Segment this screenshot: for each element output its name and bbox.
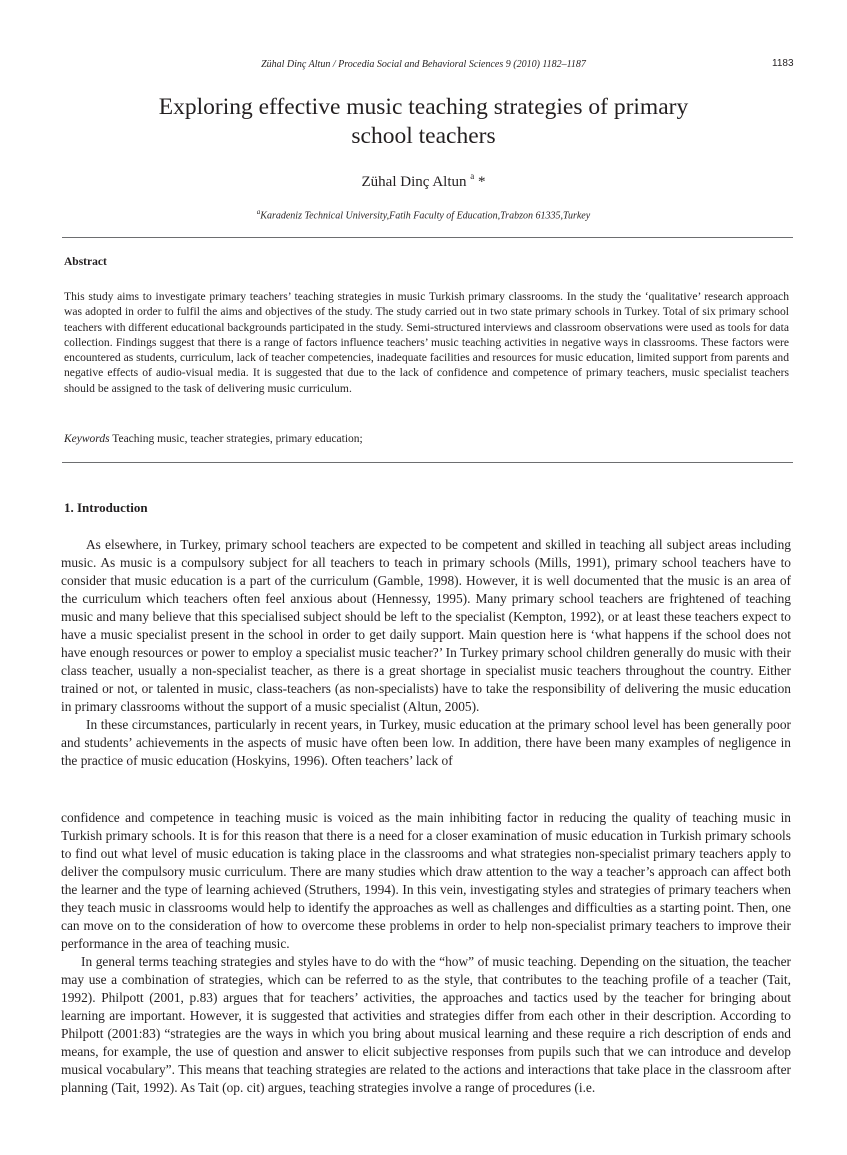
paragraph: In these circumstances, particularly in recent years, in Turkey, music education at the primary school level has been generally poor and students’ achievements in the aspects of music have often been low. In addition, there have been many examples of negligence in the practice of music education (Hoskyins, 1996). Often teachers’ lack of — [61, 717, 791, 768]
affiliation-mark: a — [256, 208, 261, 216]
title-line-2: school teachers — [351, 123, 496, 149]
author-corresponding-mark: * — [474, 174, 486, 190]
keywords-line — [64, 433, 363, 445]
section-heading: 1. Introduction — [64, 500, 148, 515]
abstract-text: This study aims to investigate primary teachers’ teaching strategies in music Turkish primary classrooms. In the study the ‘qualitative’ research approach was adopted in order to fulfil the aims and objectives of the study. The study carried out in two state primary schools in Turkey. Total of six primary school teachers with different educational backgrounds participated in the study. Semi-structured interviews and classroom observations were used as tools for data collection. Findings suggest that there is a range of factors influence teachers’ music teaching activities in negative ways in classrooms. These factors were encountered as students, curriculum, lack of teacher competencies, inadequate facilities and resources for music education, limited support from parents and negative effects of audio-visual media. It is suggested that due to the lack of confidence and competence of primary teachers, music specialist teachers should be assigned to the task of delivering music curriculum. — [64, 290, 789, 395]
body-text-block-1 — [61, 536, 791, 770]
abstract-heading: Abstract — [64, 256, 107, 268]
page-number: 1183 — [772, 58, 794, 69]
author-name: Zühal Dinç Altun — [361, 174, 467, 190]
divider-top — [62, 237, 793, 238]
keywords-label: Keywords — [64, 433, 110, 445]
body-text-block-2 — [61, 809, 791, 1097]
affiliation-line — [0, 208, 847, 221]
title-line-1: Exploring effective music teaching strategies of primary — [158, 94, 689, 120]
author-line — [0, 172, 847, 191]
keywords: Teaching music, teacher strategies, primary education; — [109, 433, 363, 445]
paragraph: As elsewhere, in Turkey, primary school teachers are expected to be competent and skilled in teaching all subject areas including music. As music is a compulsory subject for all teachers to teach in primary schools (Mills, 1991), primary school teachers have to consider that music education is a part of the curriculum (Gamble, 1998). However, it is well documented that the music is an area of the curriculum which teachers often feel anxious about (Hennessy, 1995). Many primary school teachers are frightened of teaching music and many believe that this specialised subject should be left to the specialist (Kempton, 1992), or at least these teachers expect to have a music specialist present in the school in order to get daily support. Main question here is ‘what happens if the school does not have enough resources or power to employ a specialist music teacher?’ In Turkey primary school children generally do music with their class teacher, usually a non-specialist teacher, as there is a great shortage in specialist music teachers throughout the country. Either trained or not, or talented in music, class-teachers (as non-specialists) have to take the responsibility of delivering the music education in primary classrooms without the support of a music specialist (Altun, 2005). — [61, 537, 791, 714]
paragraph-continued: confidence and competence in teaching music is voiced as the main inhibiting factor in reducing the quality of teaching music in Turkish primary schools. It is for this reason that there is a need for a closer examination of music education in Turkish primary schools to find out what level of music education is taking place in the classrooms and what strategies non-specialist primary teachers apply to deliver the compulsory music curriculum. There are many studies which draw attention to the way a teacher’s approach can affect both the learner and the type of learning achieved (Struthers, 1994). In this vein, investigating styles and strategies of primary teachers when they teach music in classrooms would help to identify the approaches as well as challenges and difficulties as a starting point. Then, one can move on to the consideration of how to overcome these problems in order to help non-specialist primary teachers to improve their performance in the area of teaching music. — [61, 810, 791, 951]
article-title — [60, 93, 787, 151]
author-affiliation-mark: a — [470, 171, 475, 181]
paragraph: In general terms teaching strategies and styles have to do with the “how” of music teaching. Depending on the situation, the teacher may use a combination of strategies, which can be referred to as the style, that contributes to the teaching profile of a teacher (Tait, 1992). Philpott (2001, p.83) argues that for teachers’ activities, the approaches and tactics used by the teacher for bringing about learning are important. However, it is suggested that activities and strategies differ from each other in their description. According to Philpott (2001:83) “strategies are the ways in which you bring about musical learning and these require a rich description of ends and means, for example, the use of question and answer to elicit subjective responses from pupils such that we can introduce and develop musical vocabulary”. This means that teaching strategies are related to the actions and interactions that take place in the classroom after planning (Tait, 1992). As Tait (op. cit) argues, teaching strategies involve a range of procedures (i.e. — [61, 954, 791, 1095]
divider-bottom — [62, 462, 793, 463]
affiliation: Karadeniz Technical University,Fatih Faculty of Education,Trabzon 61335,Turkey — [260, 210, 591, 222]
running-head: Zühal Dinç Altun / Procedia Social and Behavioral Sciences 9 (2010) 1182–1187 — [261, 59, 586, 70]
